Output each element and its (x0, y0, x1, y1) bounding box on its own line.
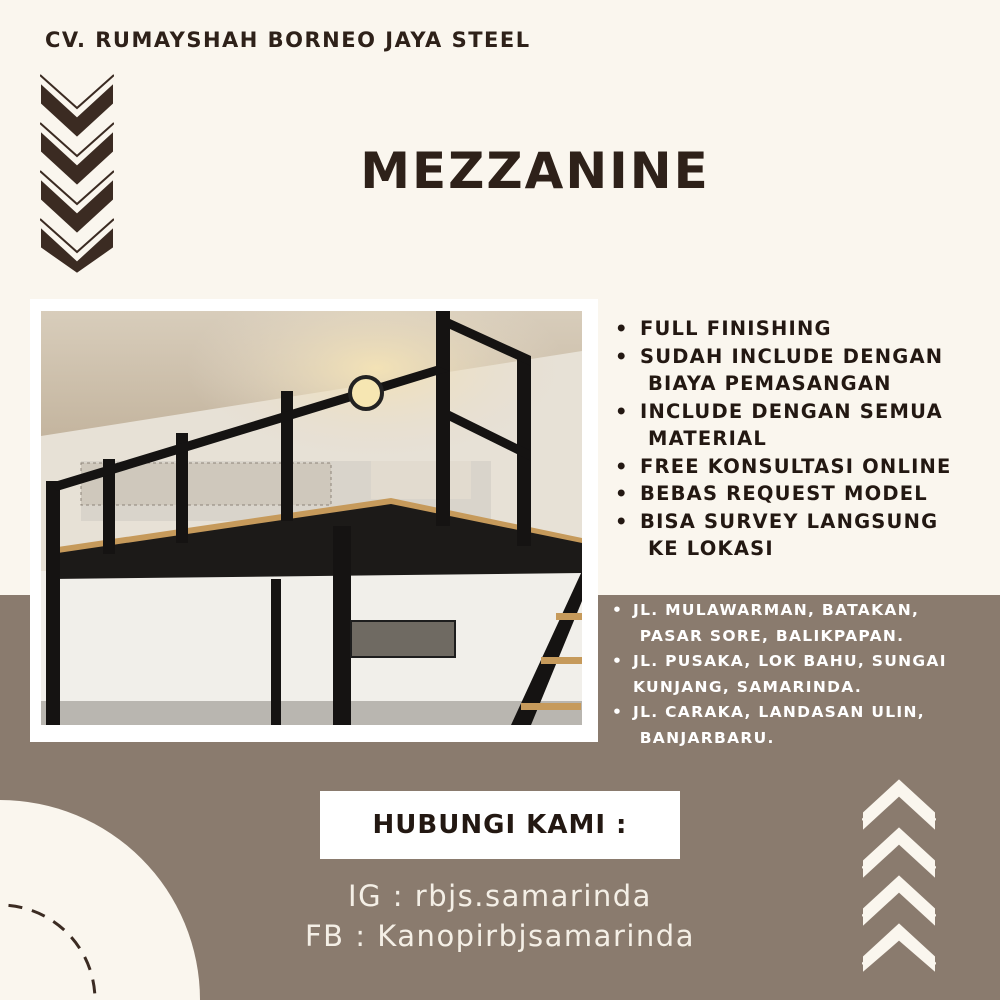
features-list (615, 315, 952, 563)
instagram-handle: IG : rbjs.samarinda (348, 879, 652, 913)
photo-frame (30, 299, 598, 742)
address-list (612, 598, 947, 752)
list-item: • BISA SURVEY LANGSUNG (615, 508, 952, 536)
page-title: MEZZANINE (360, 142, 710, 200)
list-item: • JL. MULAWARMAN, BATAKAN, (612, 598, 947, 624)
company-name: CV. RUMAYSHAH BORNEO JAYA STEEL (45, 28, 531, 52)
list-item: BANJARBARU. (633, 728, 775, 747)
list-item: • FREE KONSULTASI ONLINE (615, 453, 952, 481)
contact-heading-box (320, 791, 680, 859)
list-item: PASAR SORE, BALIKPAPAN. (633, 626, 905, 645)
list-item: MATERIAL (640, 427, 767, 450)
list-item: KUNJANG, SAMARINDA. (633, 677, 863, 696)
list-item: • INCLUDE DENGAN SEMUA (615, 398, 952, 426)
contact-heading: HUBUNGI KAMI : (372, 810, 628, 840)
facebook-handle: FB : Kanopirbjsamarinda (305, 919, 695, 953)
list-item: • BEBAS REQUEST MODEL (615, 480, 952, 508)
list-item: BIAYA PEMASANGAN (640, 372, 892, 395)
list-item: • JL. PUSAKA, LOK BAHU, SUNGAI (612, 649, 947, 675)
list-item: • JL. CARAKA, LANDASAN ULIN, (612, 700, 947, 726)
list-item: KE LOKASI (640, 537, 774, 560)
mezzanine-photo (41, 311, 582, 725)
list-item: • FULL FINISHING (615, 315, 952, 343)
list-item: • SUDAH INCLUDE DENGAN (615, 343, 952, 371)
